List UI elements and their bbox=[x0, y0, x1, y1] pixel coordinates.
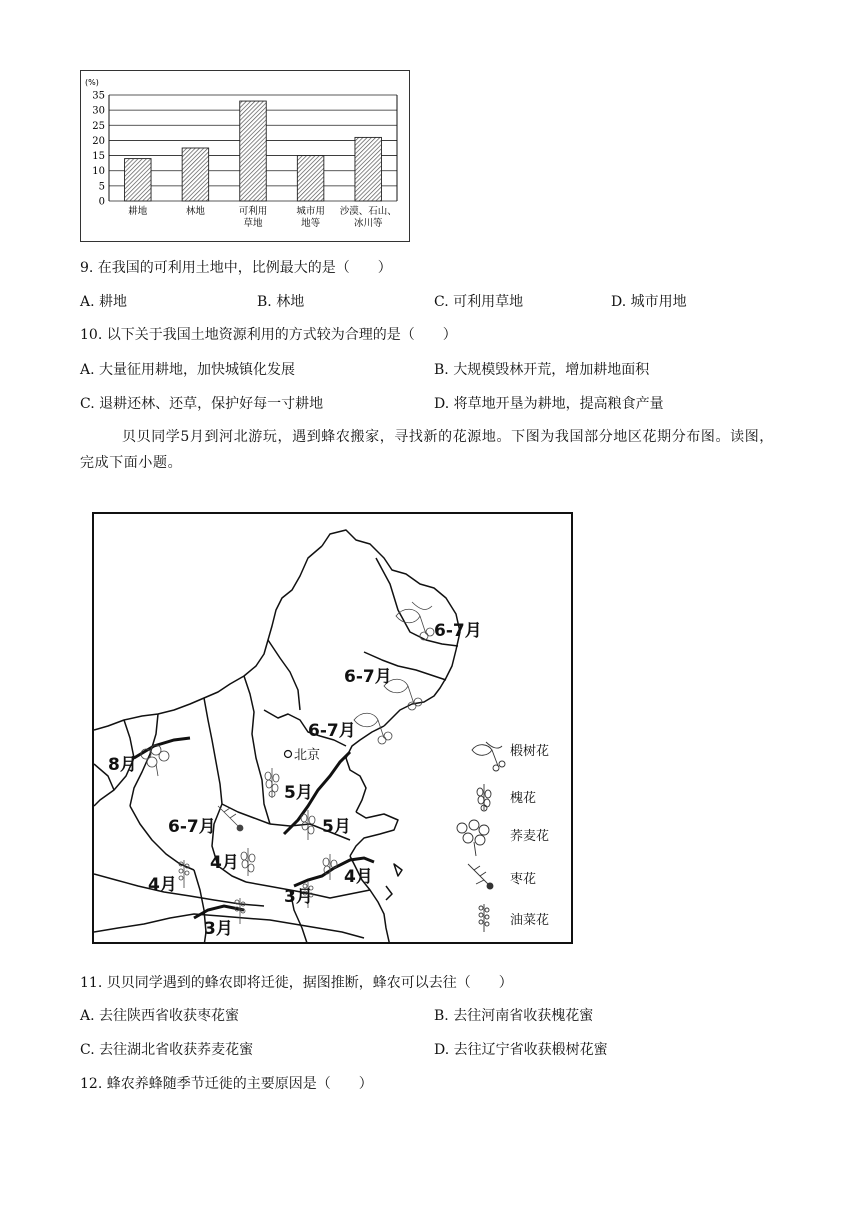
y-tick-label: 5 bbox=[98, 181, 105, 193]
y-tick-label: 20 bbox=[92, 135, 105, 147]
map-flower-icons bbox=[141, 602, 434, 924]
buckwheat-flower-icon bbox=[457, 820, 489, 856]
x-tick-label: 城市用 bbox=[296, 206, 325, 217]
q11-option-c: C. 去往湖北省收获荞麦花蜜 bbox=[80, 1042, 254, 1058]
q11-option-d: D. 去往辽宁省收获椴树花蜜 bbox=[434, 1042, 608, 1058]
locust-flower-icon bbox=[241, 848, 255, 876]
bar-1 bbox=[125, 159, 151, 201]
city-label-beijing: 北京 bbox=[294, 748, 321, 763]
bar-2 bbox=[182, 148, 208, 201]
y-tick-label: 35 bbox=[92, 90, 105, 102]
q9-option-d: D. 城市用地 bbox=[611, 294, 687, 310]
q11-option-a: A. 去往陕西省收获枣花蜜 bbox=[80, 1008, 240, 1024]
y-unit-label: (%) bbox=[85, 78, 99, 87]
jujube-flower-icon bbox=[468, 864, 493, 889]
q10-option-a: A. 大量征用耕地，加快城镇化发展 bbox=[80, 362, 296, 378]
x-tick-label: 林地 bbox=[185, 206, 205, 217]
month-label: 3月 bbox=[204, 919, 233, 939]
legend-label: 油菜花 bbox=[510, 913, 550, 928]
q9-option-b: B. 林地 bbox=[257, 294, 305, 310]
month-label: 3月 bbox=[284, 887, 313, 907]
question-12-stem: 12. 蜂农养蜂随季节迁徙的主要原因是（ ） bbox=[80, 1076, 373, 1092]
legend-label: 枣花 bbox=[510, 872, 537, 887]
bar-4 bbox=[297, 156, 323, 201]
x-tick-label: 可利用 bbox=[238, 206, 268, 217]
month-label: 6-7月 bbox=[168, 817, 216, 837]
passage-intro: 贝贝同学5月到河北游玩，遇到蜂农搬家，寻找新的花源地。下图为我国部分地区花期分布图。读图，完成下面小题。 bbox=[80, 429, 774, 471]
x-tick-label: 耕地 bbox=[128, 206, 148, 217]
month-label: 6-7月 bbox=[344, 667, 392, 687]
legend-label: 槐花 bbox=[510, 791, 537, 806]
locust-flower-icon bbox=[265, 768, 279, 798]
legend-label: 椴树花 bbox=[510, 744, 550, 759]
land-use-bar-chart bbox=[81, 71, 411, 243]
question-10-stem: 10. 以下关于我国土地资源利用的方式较为合理的是（ ） bbox=[80, 327, 457, 343]
bar-3 bbox=[240, 101, 266, 201]
q10-option-c: C. 退耕还林、还草，保护好每一寸耕地 bbox=[80, 396, 324, 412]
q9-option-a: A. 耕地 bbox=[80, 294, 128, 310]
month-label: 8月 bbox=[108, 755, 137, 775]
month-label: 4月 bbox=[148, 875, 177, 895]
flowering-period-map bbox=[92, 512, 573, 944]
month-label: 6-7月 bbox=[434, 621, 482, 641]
question-11-stem: 11. 贝贝同学遇到的蜂农即将迁徙，据图推断，蜂农可以去往（ ） bbox=[80, 975, 513, 991]
month-label: 4月 bbox=[210, 853, 239, 873]
linden-flower-icon bbox=[472, 742, 505, 771]
y-tick-label: 15 bbox=[92, 151, 105, 163]
q11-option-b: B. 去往河南省收获槐花蜜 bbox=[434, 1008, 594, 1024]
bar-chart-frame bbox=[80, 70, 410, 242]
month-label: 6-7月 bbox=[308, 721, 356, 741]
shandong-peninsula bbox=[350, 812, 398, 856]
rapeseed-flower-icon bbox=[479, 904, 489, 932]
legend-label: 荞麦花 bbox=[510, 829, 550, 844]
month-label: 4月 bbox=[344, 867, 373, 887]
x-tick-label: 地等 bbox=[301, 218, 321, 229]
inner-mongolia-border bbox=[94, 546, 322, 730]
question-9-stem: 9. 在我国的可利用土地中，比例最大的是（ ） bbox=[80, 260, 392, 276]
legend-icons bbox=[457, 742, 505, 932]
y-tick-label: 10 bbox=[92, 166, 105, 178]
y-tick-label: 30 bbox=[92, 105, 105, 117]
q9-option-c: C. 可利用草地 bbox=[434, 294, 524, 310]
month-label: 5月 bbox=[284, 783, 313, 803]
y-tick-label: 0 bbox=[98, 196, 105, 208]
q10-option-b: B. 大规模毁林开荒，增加耕地面积 bbox=[434, 362, 650, 378]
y-tick-label: 25 bbox=[92, 120, 105, 132]
bar-5 bbox=[355, 137, 381, 201]
locust-flower-icon bbox=[477, 784, 491, 811]
month-label: 5月 bbox=[322, 817, 351, 837]
q10-option-d: D. 将草地开垦为耕地，提高粮食产量 bbox=[434, 396, 664, 412]
x-tick-label: 沙漠、石山、 bbox=[339, 206, 397, 217]
x-tick-label: 冰川等 bbox=[353, 218, 383, 229]
jujube-flower-icon bbox=[218, 806, 243, 831]
x-tick-label: 草地 bbox=[243, 218, 263, 229]
